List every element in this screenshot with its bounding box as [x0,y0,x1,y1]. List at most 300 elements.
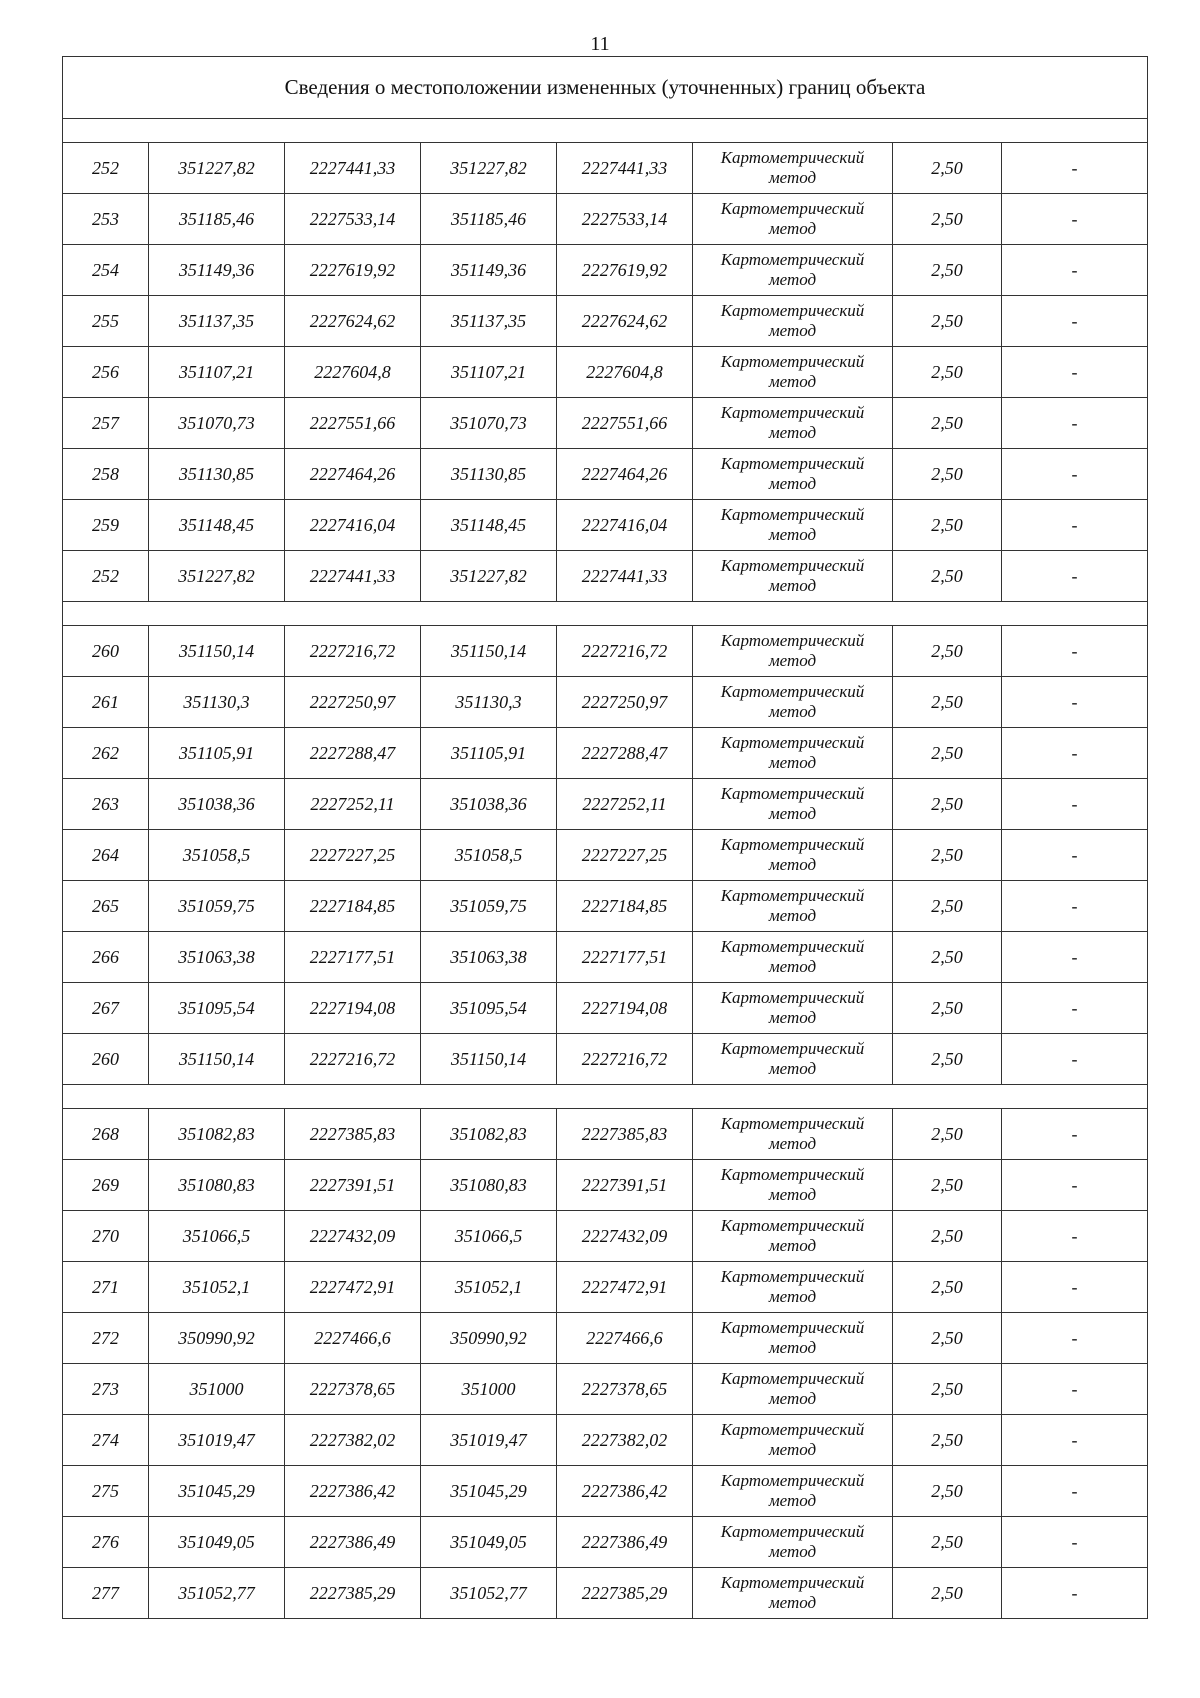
page-number: 11 [590,33,610,55]
method-line-2: метод [768,1059,817,1078]
accuracy-cell: 2,50 [893,194,1002,245]
point-number-cell: 267 [63,983,149,1034]
description-cell: - [1002,626,1148,677]
method-line-1: Картометрический [720,199,865,218]
y-coordinate-new-cell: 2227624,62 [557,296,693,347]
y-coordinate-cell: 2227624,62 [285,296,421,347]
method-cell [693,296,893,347]
description-cell: - [1002,500,1148,551]
point-number-cell: 257 [63,398,149,449]
x-coordinate-cell: 351130,85 [149,449,285,500]
x-coordinate-new-cell: 351080,83 [421,1160,557,1211]
x-coordinate-new-cell: 351082,83 [421,1109,557,1160]
accuracy-cell: 2,50 [893,1034,1002,1085]
method-cell [693,1034,893,1085]
y-coordinate-cell: 2227416,04 [285,500,421,551]
method-line-1: Картометрический [720,886,865,905]
point-number-cell: 256 [63,347,149,398]
table-row [63,500,1148,551]
x-coordinate-cell: 351066,5 [149,1211,285,1262]
accuracy-cell: 2,50 [893,551,1002,602]
y-coordinate-cell: 2227604,8 [285,347,421,398]
x-coordinate-new-cell: 351185,46 [421,194,557,245]
accuracy-cell: 2,50 [893,1160,1002,1211]
x-coordinate-new-cell: 351070,73 [421,398,557,449]
method-cell [693,1313,893,1364]
method-line-1: Картометрический [720,148,865,167]
y-coordinate-new-cell: 2227382,02 [557,1415,693,1466]
accuracy-cell: 2,50 [893,347,1002,398]
x-coordinate-new-cell: 351148,45 [421,500,557,551]
x-coordinate-cell: 351105,91 [149,728,285,779]
method-cell [693,500,893,551]
x-coordinate-cell: 351045,29 [149,1466,285,1517]
table-row [63,347,1148,398]
method-line-1: Картометрический [720,937,865,956]
method-line-2: метод [768,372,817,391]
table-row [63,830,1148,881]
group-separator-row [63,602,1148,626]
method-cell [693,1466,893,1517]
point-number-cell: 254 [63,245,149,296]
method-cell [693,245,893,296]
description-cell: - [1002,1568,1148,1619]
y-coordinate-new-cell: 2227391,51 [557,1160,693,1211]
description-cell: - [1002,932,1148,983]
group-separator-row [63,1085,1148,1109]
method-cell [693,1109,893,1160]
method-line-2: метод [768,1593,817,1612]
x-coordinate-cell: 351052,77 [149,1568,285,1619]
y-coordinate-new-cell: 2227441,33 [557,143,693,194]
accuracy-cell: 2,50 [893,398,1002,449]
table-row [63,1364,1148,1415]
y-coordinate-new-cell: 2227604,8 [557,347,693,398]
y-coordinate-cell: 2227391,51 [285,1160,421,1211]
y-coordinate-cell: 2227432,09 [285,1211,421,1262]
method-cell [693,626,893,677]
y-coordinate-new-cell: 2227619,92 [557,245,693,296]
table-row [63,1568,1148,1619]
y-coordinate-cell: 2227385,83 [285,1109,421,1160]
description-cell: - [1002,143,1148,194]
y-coordinate-new-cell: 2227227,25 [557,830,693,881]
y-coordinate-cell: 2227184,85 [285,881,421,932]
method-cell [693,1262,893,1313]
point-number-cell: 260 [63,626,149,677]
x-coordinate-new-cell: 351130,3 [421,677,557,728]
x-coordinate-cell: 351149,36 [149,245,285,296]
table-row [63,1211,1148,1262]
method-line-2: метод [768,474,817,493]
x-coordinate-new-cell: 351095,54 [421,983,557,1034]
x-coordinate-new-cell: 351150,14 [421,626,557,677]
group-separator-row [63,119,1148,143]
y-coordinate-new-cell: 2227441,33 [557,551,693,602]
description-cell: - [1002,1160,1148,1211]
description-cell: - [1002,881,1148,932]
x-coordinate-new-cell: 351052,1 [421,1262,557,1313]
x-coordinate-cell: 351107,21 [149,347,285,398]
point-number-cell: 255 [63,296,149,347]
point-number-cell: 268 [63,1109,149,1160]
method-line-2: метод [768,1389,817,1408]
point-number-cell: 264 [63,830,149,881]
method-line-1: Картометрический [720,733,865,752]
table-row [63,1160,1148,1211]
y-coordinate-cell: 2227441,33 [285,551,421,602]
method-line-1: Картометрический [720,454,865,473]
accuracy-cell: 2,50 [893,500,1002,551]
table-row [63,779,1148,830]
accuracy-cell: 2,50 [893,1568,1002,1619]
method-line-2: метод [768,525,817,544]
point-number-cell: 276 [63,1517,149,1568]
x-coordinate-cell: 351150,14 [149,1034,285,1085]
table-row [63,1109,1148,1160]
x-coordinate-cell: 351038,36 [149,779,285,830]
y-coordinate-cell: 2227177,51 [285,932,421,983]
method-line-1: Картометрический [720,505,865,524]
accuracy-cell: 2,50 [893,983,1002,1034]
y-coordinate-new-cell: 2227386,49 [557,1517,693,1568]
method-cell [693,830,893,881]
accuracy-cell: 2,50 [893,779,1002,830]
x-coordinate-new-cell: 351105,91 [421,728,557,779]
table-row [63,296,1148,347]
x-coordinate-cell: 351227,82 [149,143,285,194]
x-coordinate-new-cell: 351019,47 [421,1415,557,1466]
method-cell [693,728,893,779]
y-coordinate-cell: 2227385,29 [285,1568,421,1619]
y-coordinate-new-cell: 2227386,42 [557,1466,693,1517]
point-number-cell: 252 [63,551,149,602]
table-row [63,626,1148,677]
x-coordinate-cell: 351058,5 [149,830,285,881]
description-cell: - [1002,1313,1148,1364]
method-line-2: метод [768,1185,817,1204]
accuracy-cell: 2,50 [893,728,1002,779]
y-coordinate-new-cell: 2227378,65 [557,1364,693,1415]
method-cell [693,551,893,602]
x-coordinate-cell: 351059,75 [149,881,285,932]
x-coordinate-cell: 351148,45 [149,500,285,551]
description-cell: - [1002,1415,1148,1466]
table-body [63,57,1148,1619]
accuracy-cell: 2,50 [893,626,1002,677]
accuracy-cell: 2,50 [893,881,1002,932]
y-coordinate-new-cell: 2227184,85 [557,881,693,932]
y-coordinate-new-cell: 2227216,72 [557,1034,693,1085]
description-cell: - [1002,677,1148,728]
x-coordinate-cell: 351000 [149,1364,285,1415]
method-line-2: метод [768,1338,817,1357]
point-number-cell: 258 [63,449,149,500]
description-cell: - [1002,1466,1148,1517]
method-line-1: Картометрический [720,1216,865,1235]
y-coordinate-new-cell: 2227250,97 [557,677,693,728]
x-coordinate-cell: 351052,1 [149,1262,285,1313]
table-row [63,551,1148,602]
method-cell [693,1160,893,1211]
point-number-cell: 260 [63,1034,149,1085]
accuracy-cell: 2,50 [893,449,1002,500]
y-coordinate-new-cell: 2227432,09 [557,1211,693,1262]
x-coordinate-cell: 351150,14 [149,626,285,677]
table-row [63,728,1148,779]
x-coordinate-new-cell: 351227,82 [421,143,557,194]
x-coordinate-new-cell: 351059,75 [421,881,557,932]
accuracy-cell: 2,50 [893,1109,1002,1160]
method-line-2: метод [768,270,817,289]
accuracy-cell: 2,50 [893,1364,1002,1415]
method-line-1: Картометрический [720,301,865,320]
point-number-cell: 275 [63,1466,149,1517]
point-number-cell: 273 [63,1364,149,1415]
x-coordinate-cell: 351070,73 [149,398,285,449]
point-number-cell: 252 [63,143,149,194]
group-separator-cell [63,119,1148,143]
y-coordinate-cell: 2227472,91 [285,1262,421,1313]
method-line-2: метод [768,651,817,670]
accuracy-cell: 2,50 [893,143,1002,194]
method-line-1: Картометрический [720,835,865,854]
method-cell [693,1415,893,1466]
method-cell [693,779,893,830]
x-coordinate-new-cell: 351150,14 [421,1034,557,1085]
y-coordinate-cell: 2227441,33 [285,143,421,194]
table-row [63,194,1148,245]
method-line-2: метод [768,1542,817,1561]
method-line-2: метод [768,753,817,772]
y-coordinate-new-cell: 2227464,26 [557,449,693,500]
table-row [63,398,1148,449]
method-cell [693,932,893,983]
method-cell [693,143,893,194]
method-line-1: Картометрический [720,1039,865,1058]
x-coordinate-new-cell: 351058,5 [421,830,557,881]
method-line-2: метод [768,219,817,238]
y-coordinate-cell: 2227386,42 [285,1466,421,1517]
method-line-2: метод [768,702,817,721]
table-row [63,881,1148,932]
point-number-cell: 274 [63,1415,149,1466]
title-row [63,57,1148,119]
x-coordinate-new-cell: 351066,5 [421,1211,557,1262]
method-line-2: метод [768,576,817,595]
accuracy-cell: 2,50 [893,1262,1002,1313]
method-line-2: метод [768,906,817,925]
y-coordinate-cell: 2227378,65 [285,1364,421,1415]
y-coordinate-cell: 2227466,6 [285,1313,421,1364]
y-coordinate-cell: 2227619,92 [285,245,421,296]
table-row [63,932,1148,983]
x-coordinate-cell: 351063,38 [149,932,285,983]
table-row [63,1517,1148,1568]
table-row [63,1313,1148,1364]
description-cell: - [1002,449,1148,500]
accuracy-cell: 2,50 [893,1313,1002,1364]
x-coordinate-cell: 351080,83 [149,1160,285,1211]
method-line-1: Картометрический [720,1573,865,1592]
method-line-1: Картометрический [720,556,865,575]
point-number-cell: 262 [63,728,149,779]
y-coordinate-cell: 2227250,97 [285,677,421,728]
x-coordinate-cell: 351137,35 [149,296,285,347]
y-coordinate-cell: 2227386,49 [285,1517,421,1568]
method-line-2: метод [768,855,817,874]
y-coordinate-new-cell: 2227551,66 [557,398,693,449]
method-cell [693,1364,893,1415]
x-coordinate-cell: 351227,82 [149,551,285,602]
description-cell: - [1002,245,1148,296]
x-coordinate-cell: 351130,3 [149,677,285,728]
description-cell: - [1002,1109,1148,1160]
x-coordinate-new-cell: 351045,29 [421,1466,557,1517]
description-cell: - [1002,779,1148,830]
method-line-1: Картометрический [720,403,865,422]
table-row [63,449,1148,500]
method-cell [693,983,893,1034]
x-coordinate-cell: 351185,46 [149,194,285,245]
accuracy-cell: 2,50 [893,830,1002,881]
y-coordinate-cell: 2227533,14 [285,194,421,245]
accuracy-cell: 2,50 [893,1415,1002,1466]
table-title: Сведения о местоположении измененных (уточненных) границ объекта [63,57,1148,119]
method-line-1: Картометрический [720,1165,865,1184]
table-row [63,1466,1148,1517]
method-line-2: метод [768,1008,817,1027]
point-number-cell: 277 [63,1568,149,1619]
table-row [63,677,1148,728]
method-line-1: Картометрический [720,250,865,269]
description-cell: - [1002,398,1148,449]
point-number-cell: 263 [63,779,149,830]
accuracy-cell: 2,50 [893,1466,1002,1517]
point-number-cell: 253 [63,194,149,245]
accuracy-cell: 2,50 [893,296,1002,347]
method-line-2: метод [768,957,817,976]
y-coordinate-cell: 2227288,47 [285,728,421,779]
point-number-cell: 266 [63,932,149,983]
table-row [63,1415,1148,1466]
method-line-2: метод [768,1236,817,1255]
x-coordinate-new-cell: 351107,21 [421,347,557,398]
method-line-2: метод [768,804,817,823]
x-coordinate-cell: 350990,92 [149,1313,285,1364]
y-coordinate-new-cell: 2227385,29 [557,1568,693,1619]
description-cell: - [1002,551,1148,602]
point-number-cell: 270 [63,1211,149,1262]
description-cell: - [1002,194,1148,245]
method-cell [693,1568,893,1619]
method-line-1: Картометрический [720,1114,865,1133]
table-row [63,1034,1148,1085]
method-line-1: Картометрический [720,1318,865,1337]
method-line-2: метод [768,321,817,340]
method-line-2: метод [768,1491,817,1510]
accuracy-cell: 2,50 [893,1211,1002,1262]
description-cell: - [1002,983,1148,1034]
x-coordinate-new-cell: 351130,85 [421,449,557,500]
point-number-cell: 261 [63,677,149,728]
description-cell: - [1002,1034,1148,1085]
method-cell [693,449,893,500]
y-coordinate-cell: 2227252,11 [285,779,421,830]
x-coordinate-new-cell: 351227,82 [421,551,557,602]
x-coordinate-new-cell: 351049,05 [421,1517,557,1568]
accuracy-cell: 2,50 [893,245,1002,296]
y-coordinate-new-cell: 2227533,14 [557,194,693,245]
y-coordinate-new-cell: 2227177,51 [557,932,693,983]
description-cell: - [1002,728,1148,779]
x-coordinate-new-cell: 351000 [421,1364,557,1415]
x-coordinate-new-cell: 350990,92 [421,1313,557,1364]
method-line-2: метод [768,1134,817,1153]
method-cell [693,677,893,728]
point-number-cell: 272 [63,1313,149,1364]
method-line-1: Картометрический [720,1522,865,1541]
y-coordinate-new-cell: 2227194,08 [557,983,693,1034]
x-coordinate-new-cell: 351052,77 [421,1568,557,1619]
y-coordinate-new-cell: 2227252,11 [557,779,693,830]
y-coordinate-cell: 2227227,25 [285,830,421,881]
method-cell [693,1517,893,1568]
table-row [63,245,1148,296]
point-number-cell: 265 [63,881,149,932]
method-line-1: Картометрический [720,784,865,803]
method-line-1: Картометрический [720,352,865,371]
method-cell [693,398,893,449]
method-line-1: Картометрический [720,631,865,650]
x-coordinate-new-cell: 351149,36 [421,245,557,296]
method-line-1: Картометрический [720,1420,865,1439]
y-coordinate-new-cell: 2227416,04 [557,500,693,551]
group-separator-cell [63,1085,1148,1109]
x-coordinate-new-cell: 351063,38 [421,932,557,983]
y-coordinate-new-cell: 2227466,6 [557,1313,693,1364]
x-coordinate-new-cell: 351137,35 [421,296,557,347]
method-line-1: Картометрический [720,1267,865,1286]
description-cell: - [1002,1517,1148,1568]
y-coordinate-cell: 2227216,72 [285,626,421,677]
y-coordinate-cell: 2227464,26 [285,449,421,500]
method-cell [693,347,893,398]
table-row [63,143,1148,194]
description-cell: - [1002,1211,1148,1262]
description-cell: - [1002,1364,1148,1415]
description-cell: - [1002,1262,1148,1313]
x-coordinate-cell: 351095,54 [149,983,285,1034]
description-cell: - [1002,347,1148,398]
point-number-cell: 271 [63,1262,149,1313]
method-line-1: Картометрический [720,1369,865,1388]
accuracy-cell: 2,50 [893,1517,1002,1568]
table-row [63,1262,1148,1313]
x-coordinate-cell: 351082,83 [149,1109,285,1160]
y-coordinate-new-cell: 2227288,47 [557,728,693,779]
method-line-2: метод [768,1287,817,1306]
method-line-2: метод [768,1440,817,1459]
accuracy-cell: 2,50 [893,932,1002,983]
y-coordinate-cell: 2227382,02 [285,1415,421,1466]
y-coordinate-cell: 2227551,66 [285,398,421,449]
y-coordinate-cell: 2227194,08 [285,983,421,1034]
y-coordinate-cell: 2227216,72 [285,1034,421,1085]
y-coordinate-new-cell: 2227216,72 [557,626,693,677]
method-line-1: Картометрический [720,988,865,1007]
description-cell: - [1002,830,1148,881]
